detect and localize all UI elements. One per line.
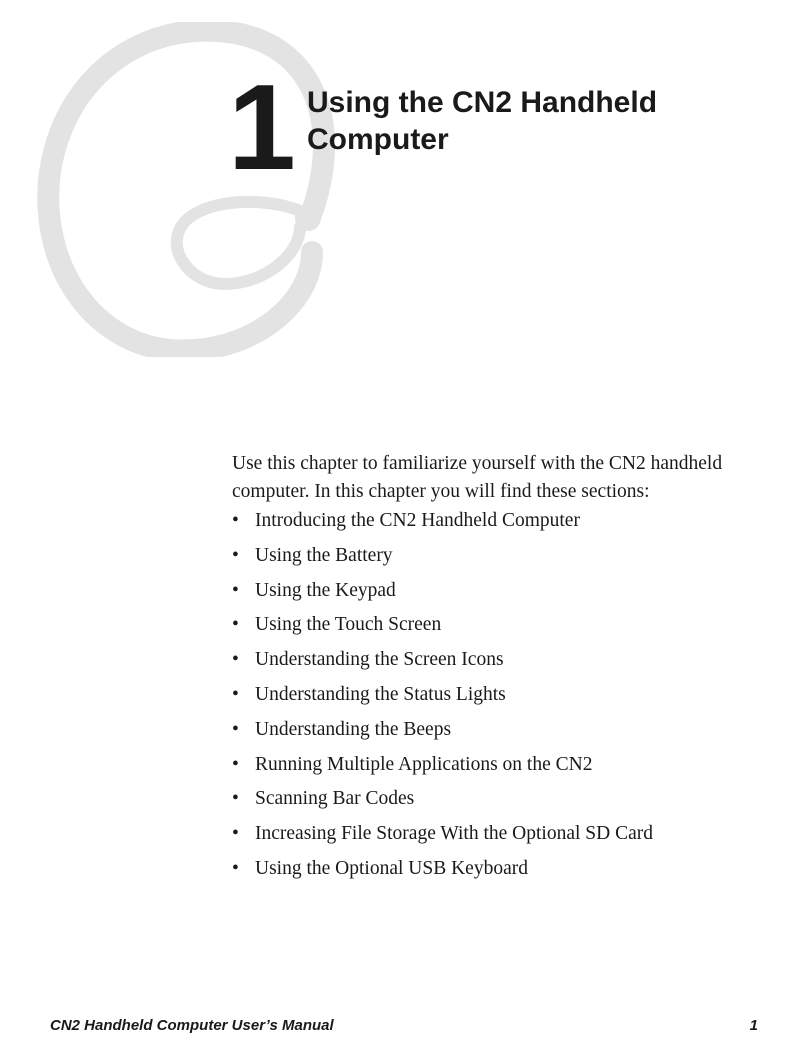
chapter-title-line-2: Computer: [307, 123, 449, 156]
chapter-number: 1: [228, 59, 292, 195]
section-label: Using the Keypad: [255, 579, 396, 601]
chapter-title: [307, 84, 657, 158]
bullet: •: [232, 614, 239, 636]
section-label: Using the Battery: [255, 544, 393, 566]
section-list-item: [232, 819, 772, 854]
section-list-item: [232, 506, 772, 541]
footer-page-number: 1: [749, 1017, 758, 1034]
section-label: Increasing File Storage With the Optional SD Card: [255, 823, 653, 845]
bullet: •: [232, 544, 239, 566]
chapter-swirl-graphic: [20, 22, 340, 357]
section-list-item: [232, 715, 772, 750]
section-label: Understanding the Beeps: [255, 718, 452, 740]
bullet: •: [232, 649, 239, 671]
bullet: •: [232, 788, 239, 810]
bullet: •: [232, 718, 239, 740]
section-list-item: [232, 750, 772, 785]
chapter-sections-list: [232, 506, 772, 889]
section-list-item: [232, 576, 772, 611]
chapter-intro-paragraph: Use this chapter to familiarize yourself with the CN2 handheld computer. In this chapter you will find these sections:: [232, 453, 723, 502]
section-list-item: [232, 784, 772, 819]
section-label: Using the Optional USB Keyboard: [255, 857, 528, 879]
section-list-item: [232, 610, 772, 645]
bullet: •: [232, 823, 239, 845]
section-list-item: [232, 854, 772, 889]
chapter-title-line-1: Using the CN2 Handheld: [307, 86, 658, 119]
section-list-item: [232, 680, 772, 715]
section-label: Understanding the Status Lights: [255, 683, 506, 705]
section-label: Understanding the Screen Icons: [255, 649, 504, 671]
section-list-item: [232, 645, 772, 680]
section-label: Running Multiple Applications on the CN2: [255, 753, 593, 775]
footer-manual-title: CN2 Handheld Computer User’s Manual: [50, 1017, 334, 1034]
section-label: Scanning Bar Codes: [255, 788, 415, 810]
bullet: •: [232, 579, 239, 601]
bullet: •: [232, 753, 239, 775]
bullet: •: [232, 683, 239, 705]
section-label: Using the Touch Screen: [255, 614, 442, 636]
bullet: •: [232, 510, 239, 531]
section-label: Introducing the CN2 Handheld Computer: [255, 510, 580, 531]
bullet: •: [232, 857, 239, 879]
section-list-item: [232, 541, 772, 576]
